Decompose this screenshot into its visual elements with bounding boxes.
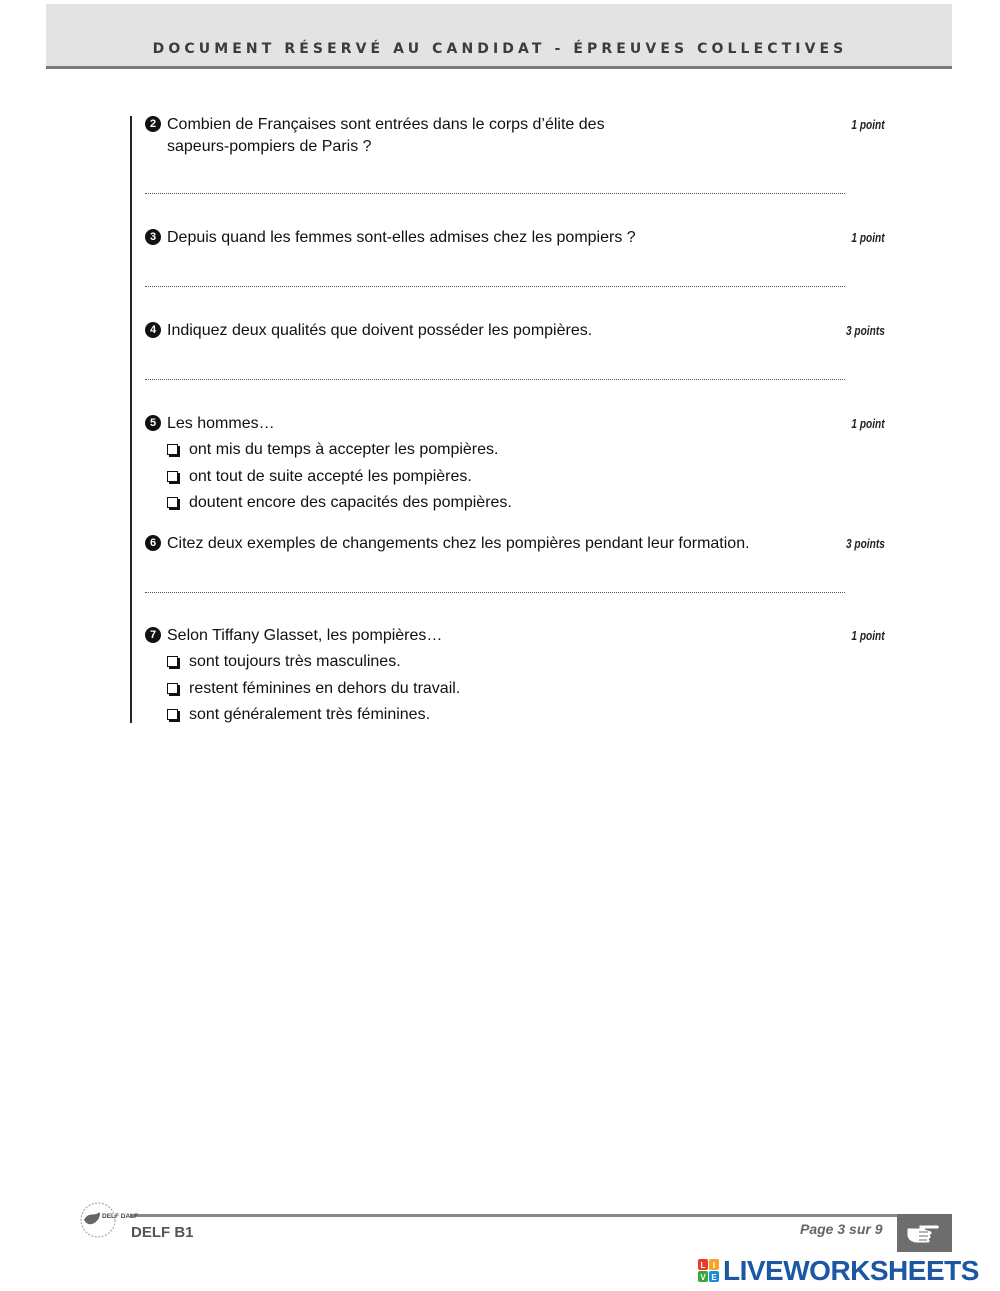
- option-item[interactable]: [167, 439, 885, 461]
- question-text: Citez deux exemples de changements chez les pompières pendant leur formation.: [167, 535, 750, 552]
- svg-text:L: L: [700, 1261, 706, 1270]
- question-number-badge: 7: [145, 627, 161, 643]
- svg-text:I: I: [712, 1261, 716, 1270]
- option-label: ont tout de suite accepté les pompières.: [189, 467, 472, 485]
- question-7: [145, 625, 885, 731]
- option-item[interactable]: [167, 651, 885, 673]
- points-label: 3 points: [846, 323, 885, 338]
- option-item[interactable]: [167, 492, 885, 514]
- points-label: 1 point: [851, 230, 885, 245]
- question-number-badge: 3: [145, 229, 161, 245]
- points-label: 1 point: [851, 628, 885, 643]
- checkbox-icon[interactable]: [167, 444, 178, 455]
- question-text: Indiquez deux qualités que doivent posséder les pompières.: [167, 322, 593, 339]
- checkbox-icon[interactable]: [167, 656, 178, 667]
- question-text: Les hommes…: [167, 415, 275, 432]
- option-label: restent féminines en dehors du travail.: [189, 679, 461, 697]
- question-6: [145, 533, 885, 555]
- option-item[interactable]: [167, 678, 885, 700]
- option-label: ont mis du temps à accepter les pompières.: [189, 441, 499, 458]
- checkbox-icon[interactable]: [167, 471, 178, 482]
- footer-rule: [130, 1214, 897, 1217]
- points-label: 3 points: [846, 536, 885, 551]
- option-item[interactable]: [167, 466, 885, 488]
- liveworksheets-watermark: [697, 1255, 979, 1286]
- header-title: DOCUMENT RÉSERVÉ AU CANDIDAT - ÉPREUVES COLLECTIVES: [152, 41, 848, 57]
- left-margin-rule: [130, 116, 132, 723]
- delf-dalf-logo: [78, 1200, 139, 1240]
- question-number-badge: 6: [145, 535, 161, 551]
- question-text: Combien de Françaises sont entrées dans le corps d’élite des sapeurs-pompiers de Paris ?: [167, 116, 605, 155]
- pointing-hand-icon: [897, 1214, 952, 1252]
- question-2: [145, 114, 885, 158]
- option-item[interactable]: [167, 704, 885, 726]
- question-number-badge: 5: [145, 415, 161, 431]
- question-4: [145, 320, 885, 342]
- page-number: Page 3 sur 9: [800, 1221, 883, 1237]
- question-number-badge: 2: [145, 116, 161, 132]
- next-page-button[interactable]: [897, 1214, 952, 1252]
- option-label: sont généralement très féminines.: [189, 706, 431, 723]
- checkbox-icon[interactable]: [167, 709, 178, 720]
- option-label: sont toujours très masculines.: [189, 653, 401, 670]
- answer-line-q2[interactable]: [145, 193, 845, 194]
- question-text: Depuis quand les femmes sont-elles admises chez les pompiers ?: [167, 229, 636, 246]
- svg-text:V: V: [700, 1273, 706, 1282]
- answer-line-q3[interactable]: [145, 286, 845, 287]
- options-list: [167, 651, 885, 726]
- checkbox-icon[interactable]: [167, 497, 178, 508]
- checkbox-icon[interactable]: [167, 683, 178, 694]
- footer-brand: DELF B1: [131, 1224, 194, 1241]
- points-label: 1 point: [851, 117, 885, 132]
- answer-line-q6[interactable]: [145, 592, 845, 593]
- watermark-text: LIVEWORKSHEETS: [723, 1255, 979, 1286]
- question-3: [145, 227, 885, 249]
- option-label: doutent encore des capacités des pompières.: [189, 494, 512, 511]
- question-text: Selon Tiffany Glasset, les pompières…: [167, 627, 443, 644]
- live-badge-icon: [697, 1256, 721, 1286]
- question-number-badge: 4: [145, 322, 161, 338]
- points-label: 1 point: [851, 416, 885, 431]
- logo-text: DELF DALF: [102, 1213, 139, 1220]
- question-5: [145, 413, 885, 519]
- options-list: [167, 439, 885, 514]
- header-band: [46, 4, 952, 69]
- svg-text:E: E: [711, 1273, 717, 1282]
- answer-line-q4[interactable]: [145, 379, 845, 380]
